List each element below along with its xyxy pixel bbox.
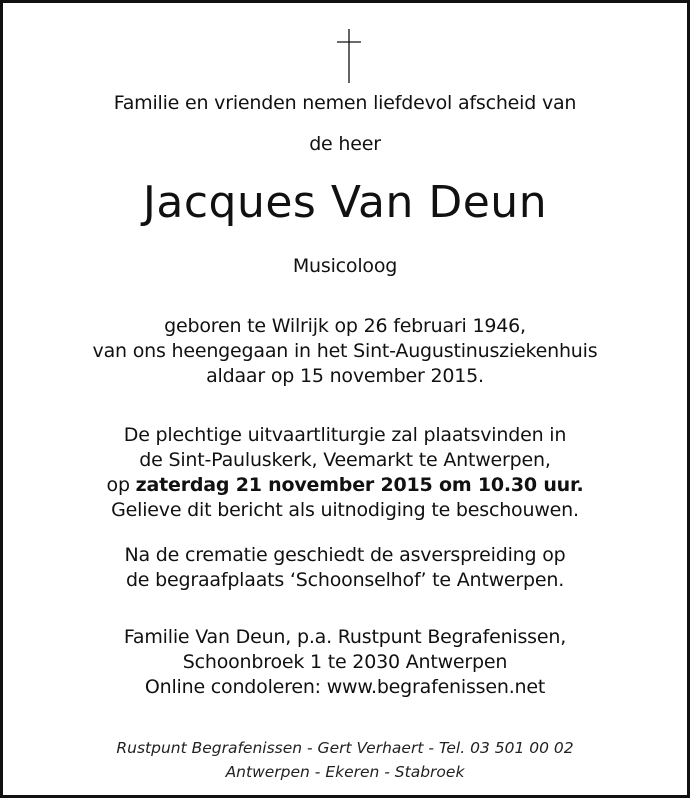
funeral-line-2: de Sint-Pauluskerk, Veemarkt te Antwerpen,	[139, 449, 551, 471]
death-date-line: aldaar op 15 november 2015.	[206, 365, 484, 387]
birth-line: geboren te Wilrijk op 26 februari 1946,	[164, 315, 526, 337]
death-line: van ons heengegaan in het Sint-Augustinusziekenhuis	[92, 340, 598, 362]
cremation-line-1: Na de crematie geschiedt de asverspreiding op	[124, 544, 566, 566]
invitation-line: Gelieve dit bericht als uitnodiging te beschouwen.	[111, 499, 579, 521]
deceased-name: Jacques Van Deun	[142, 177, 548, 228]
cross-icon	[336, 29, 362, 83]
footer-line-2: Antwerpen - Ekeren - Stabroek	[225, 763, 465, 781]
salutation: de heer	[309, 133, 381, 155]
contact-line-1: Familie Van Deun, p.a. Rustpunt Begrafenissen,	[123, 626, 567, 648]
intro-text: Familie en vrienden nemen liefdevol afscheid van	[113, 92, 577, 114]
cremation-line-2: de begraafplaats ‘Schoonselhof’ te Antwerpen.	[125, 569, 565, 591]
funeral-line-1: De plechtige uitvaartliturgie zal plaatsvinden in	[123, 424, 567, 446]
funeral-date-prefix: op	[106, 474, 136, 496]
occupation: Musicoloog	[292, 255, 398, 277]
contact-line-3: Online condoleren: www.begrafenissen.net	[144, 676, 546, 698]
footer-line-1: Rustpunt Begrafenissen - Gert Verhaert - Tel. 03 501 00 02	[116, 739, 574, 757]
funeral-date-time: zaterdag 21 november 2015 om 10.30 uur.	[135, 474, 584, 496]
funeral-date-line	[3, 473, 687, 497]
contact-line-2: Schoonbroek 1 te 2030 Antwerpen	[182, 651, 508, 673]
